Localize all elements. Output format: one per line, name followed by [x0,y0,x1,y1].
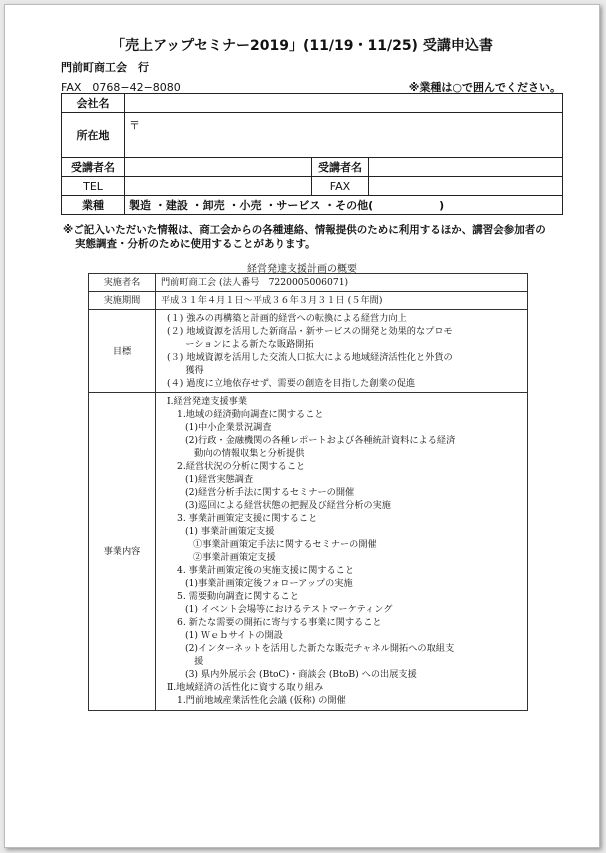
attendee-field-1[interactable] [125,158,312,177]
activity-line: 援 [185,656,204,667]
privacy-notice-line-1: ※ご記入いただいた情報は、商工会からの各種連絡、情報提供のために利用するほか、講習会参加者の [63,224,546,236]
activity-line: (3)巡回による経営状態の把握及び経営分析の実施 [185,500,391,511]
attendee-label-2: 受講者名 [312,158,369,177]
fax-field[interactable] [369,177,563,196]
plan-title: 経営発達支援計画の概要 [247,264,357,275]
privacy-notice [63,223,563,251]
plan-row-key: 目標 [89,310,156,393]
activity-line: ①事業計画策定手法に関するセミナーの開催 [193,539,377,550]
attendee-field-2[interactable] [369,158,563,177]
company-label: 会社名 [62,94,125,113]
activity-line: (3) 県内外展示会 (BtoC)・商談会 (BtoB) への出展支援 [185,669,417,680]
activity-line: 5. 需要動向調査に関すること [177,591,299,602]
goal-line: (４) 過度に立地依存せず、需要の創造を目指した創業の促進 [167,378,416,389]
goal-line: ーションによる新たな販路開拓 [167,339,314,350]
plan-table [88,273,528,711]
application-form [61,93,563,215]
goal-line: (２) 地域資源を活用した新商品・新サービスの開発と効果的なプロモ [167,326,453,337]
document-title: 「売上アップセミナー2019」(11/19・11/25) 受講申込書 [111,38,493,54]
goal-line: (３) 地域資源を活用した交流人口拡大による地域経済活性化と外貨の [167,352,453,363]
tel-field[interactable] [125,177,312,196]
plan-row-key: 事業内容 [89,393,156,711]
activity-line: 3. 事業計画策定支援に関すること [177,513,318,524]
activity-line: (2)行政・金融機関の各種レポートおよび各種統計資料による経済 [185,435,456,446]
activity-line: 動向の情報収集と分析提供 [185,448,305,459]
activity-line: (1) Ｗｅｂサイトの開設 [185,630,283,641]
industry-note: ※業種は○で囲んでください。 [408,81,561,94]
tel-label: TEL [62,177,125,196]
company-field[interactable] [125,94,563,113]
activity-line: (1) イベント会場等におけるテストマーケティング [185,604,393,615]
activity-line: ②事業計画策定支援 [193,552,276,563]
activity-line: (1) 事業計画策定支援 [185,526,275,537]
plan-row-value: 平成３１年４月１日〜平成３６年３月３１日 (５年間) [156,292,528,310]
address-label: 所在地 [62,113,125,158]
activity-line: 4. 事業計画策定後の実施支援に関すること [177,565,355,576]
plan-row-value: 門前町商工会 (法人番号 7220005006071) [156,274,528,292]
privacy-notice-line-2: 実態調査・分析のために使用することがあります。 [75,238,316,250]
industry-label: 業種 [62,196,125,215]
activity-line: 1.門前地域産業活性化会議 (仮称) の開催 [177,695,346,706]
address-field[interactable]: 〒 [125,113,563,158]
activity-line: (2)インターネットを活用した新たな販売チャネル開拓への取組支 [185,643,455,654]
activity-line: 2.経営状況の分析に関すること [177,461,306,472]
industry-options[interactable]: 製造 ・建設 ・卸売 ・小売 ・サービス ・その他( ) [125,196,563,215]
attendee-label-1: 受講者名 [62,158,125,177]
activity-line: (1)中小企業景況調査 [185,422,272,433]
goal-line: (１) 強みの再構築と計画的経営への転換による経営力向上 [167,313,407,324]
activity-line: Ⅱ.地域経済の活性化に資する取り組み [167,682,324,693]
activity-line: (1)事業計画策定後フォローアップの実施 [185,578,353,589]
fax-label: FAX [312,177,369,196]
plan-row-key: 実施期間 [89,292,156,310]
activity-line: 1.地域の経済動向調査に関すること [177,409,324,420]
activity-line: (1)経営実態調査 [185,474,254,485]
application-sheet [4,4,600,848]
plan-row-value [156,393,528,711]
activity-line: (2)経営分析手法に関するセミナーの開催 [185,487,355,498]
activity-line: 6. 新たな需要の開拓に寄与する事業に関すること [177,617,382,628]
addressee: 門前町商工会 行 [61,61,149,74]
goal-line: 獲得 [167,365,204,376]
fax-number: FAX 0768−42−8080 [61,81,181,94]
activity-line: Ⅰ.経営発達支援事業 [167,396,248,407]
plan-row-value [156,310,528,393]
plan-row-key: 実施者名 [89,274,156,292]
